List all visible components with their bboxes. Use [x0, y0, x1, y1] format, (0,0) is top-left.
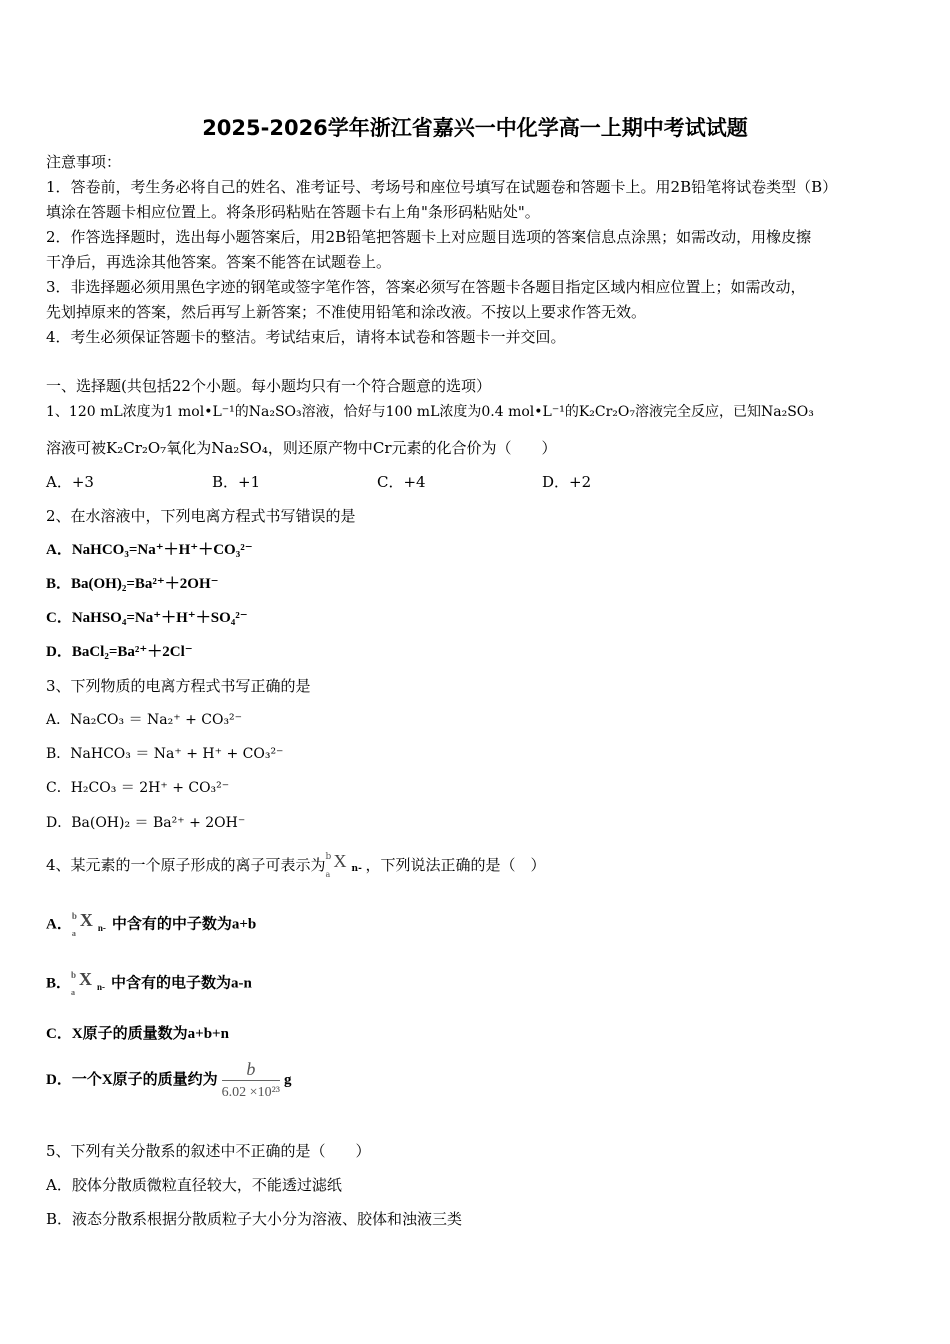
q2-option-d: D．BaCl₂=Ba²⁺＋2Cl⁻: [46, 644, 193, 660]
q3-option-c: C．H₂CO₃ ＝ 2H⁺ + CO₃²⁻: [46, 780, 230, 796]
notice-line: 干净后，再选涂其他答案。答案不能答在试题卷上。: [46, 253, 392, 271]
q2-option-c: C．NaHSO₄=Na⁺＋H⁺＋SO₄²⁻: [46, 610, 248, 626]
notice-heading: 注意事项：: [46, 153, 122, 171]
q1-option-a: A．+3: [46, 473, 94, 491]
q4-option-b: B． b a X n- 中含有的电子数为a-n: [46, 969, 252, 997]
q1-stem-line1: 1、120 mL浓度为1 mol•L⁻¹的Na₂SO₃溶液，恰好与100 mL浓度为0.4 mol•L⁻¹的K₂Cr₂O₇溶液完全反应，已知Na₂SO₃: [46, 404, 814, 420]
q3-stem: 3、下列物质的电离方程式书写正确的是: [46, 677, 311, 695]
q4-stem: [46, 853, 546, 879]
notice-line: 填涂在答题卡相应位置上。将条形码粘贴在答题卡右上角"条形码粘贴处"。: [46, 203, 540, 221]
q3-option-a: A．Na₂CO₃ ＝ Na₂⁺ + CO₃²⁻: [46, 712, 243, 728]
q5-option-b: B．液态分散系根据分散质粒子大小分为溶液、胶体和浊液三类: [46, 1210, 463, 1228]
q2-option-a: A．NaHCO₃=Na⁺＋H⁺＋CO₃²⁻: [46, 542, 253, 558]
q3-option-b: B．NaHCO₃ ＝ Na⁺ + H⁺ + CO₃²⁻: [46, 746, 284, 762]
isotope-notation: b a X n-: [71, 969, 106, 997]
notice-line: 先划掉原来的答案，然后再写上新答案；不准使用铅笔和涂改液。不按以上要求作答无效。: [46, 303, 647, 321]
q5-stem: 5、下列有关分散系的叙述中不正确的是（ ）: [46, 1142, 371, 1160]
q5-option-a: A．胶体分散质微粒直径较大，不能透过滤纸: [46, 1176, 342, 1194]
mass-fraction: $\frac{b}{\text{6.02 ×10²³}}$: [222, 1058, 280, 1103]
notice-line: 3．非选择题必须用黑色字迹的钢笔或签字笔作答，答案必须写在答题卡各题目指定区域内相应位置上；如需改动，: [46, 278, 806, 296]
q2-stem: 2、在水溶液中，下列电离方程式书写错误的是: [46, 507, 356, 525]
q2-option-b: B．Ba(OH)₂=Ba²⁺＋2OH⁻: [46, 576, 219, 592]
q4-option-d: D．一个X原子的质量约为 $\frac{b}{\text{6.02 ×10²³}}$ g: [46, 1058, 291, 1103]
q4-stem-post: ，下列说法正确的是（ ）: [365, 856, 546, 874]
q4-stem-pre: 4、某元素的一个原子形成的离子可表示为: [46, 856, 326, 874]
isotope-notation: b a X n-: [325, 851, 362, 879]
q1-option-b: B．+1: [212, 473, 261, 491]
q1-option-c: C．+4: [377, 473, 426, 491]
q1-option-d: D．+2: [542, 473, 592, 491]
q4-option-c: C．X原子的质量数为a+b+n: [46, 1026, 229, 1042]
notice-line: 2．作答选择题时，选出每小题答案后，用2B铅笔把答题卡上对应题目选项的答案信息点涂黑；如需改动，用橡皮擦: [46, 228, 812, 246]
q3-option-d: D．Ba(OH)₂ ＝ Ba²⁺ + 2OH⁻: [46, 815, 246, 831]
q4-option-a: A． b a X n- 中含有的中子数为a+b: [46, 910, 257, 938]
notice-line: 1．答卷前，考生务必将自己的姓名、准考证号、考场号和座位号填写在试题卷和答题卡上。用2B铅笔将试卷类型（B）: [46, 178, 838, 196]
q1-stem-line2: 溶液可被K₂Cr₂O₇氧化为Na₂SO₄，则还原产物中Cr元素的化合价为（ ）: [46, 439, 557, 457]
isotope-notation: b a X n-: [71, 910, 106, 938]
section-heading: 一、选择题(共包括22个小题。每小题均只有一个符合题意的选项）: [46, 377, 491, 395]
page-title: 2025-2026学年浙江省嘉兴一中化学高一上期中考试试题: [202, 116, 748, 140]
notice-line: 4．考生必须保证答题卡的整洁。考试结束后，请将本试卷和答题卡一并交回。: [46, 328, 566, 346]
